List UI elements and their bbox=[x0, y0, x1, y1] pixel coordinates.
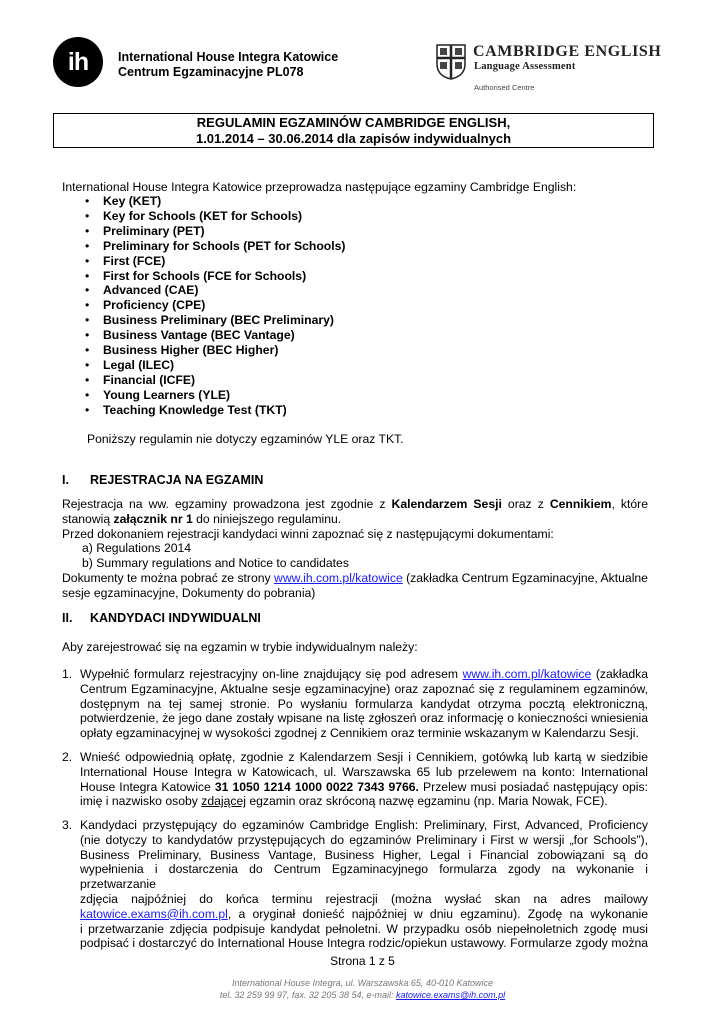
doc-item: b) Summary regulations and Notice to candidates bbox=[82, 556, 349, 571]
download-line-2: sesje egzaminacyjne, Dokumenty do pobrania) bbox=[62, 585, 316, 600]
list-item: • First for Schools (FCE for Schools) bbox=[83, 269, 345, 284]
text-line: Centrum Egzaminacyjne, Aktualne sesje egzaminacyjne) oraz zapoznać się z regulaminem egzaminów, bbox=[80, 681, 648, 696]
section-title: REJESTRACJA NA EGZAMIN bbox=[90, 473, 264, 487]
text: , a oryginał donieść najpóźniej w dniu egzaminu). Zgodę na wykonanie bbox=[227, 906, 648, 921]
text-line: Business Preliminary, Business Vantage, Business Higher, Legal i Financial zobowiązani są do bbox=[80, 847, 648, 862]
text-line bbox=[80, 794, 648, 809]
download-line bbox=[62, 571, 648, 586]
exam-list bbox=[83, 194, 345, 418]
list-item: • Teaching Knowledge Test (TKT) bbox=[83, 403, 345, 418]
footer-email-link[interactable]: katowice.exams@ih.com.pl bbox=[395, 990, 506, 1000]
title-line-1: REGULAMIN EGZAMINÓW CAMBRIDGE ENGLISH, bbox=[196, 115, 511, 130]
org-name: International House Integra Katowice bbox=[118, 50, 339, 64]
text: Przelew musi posiadać następujący opis: bbox=[418, 779, 648, 794]
title-line-2: 1.01.2014 – 30.06.2014 dla zapisów indywidualnych bbox=[195, 131, 512, 146]
text: Dokumenty te można pobrać ze strony bbox=[62, 570, 275, 585]
list-item: • Business Preliminary (BEC Preliminary) bbox=[83, 313, 345, 328]
attachment-line bbox=[62, 512, 648, 527]
list-item: • Preliminary (PET) bbox=[83, 224, 345, 239]
address-line: International House Integra, ul. Warszawska 65, 40-010 Katowice bbox=[232, 978, 493, 988]
item-number: 3. bbox=[62, 818, 73, 832]
contact-line bbox=[0, 989, 725, 1001]
bank-account-number: 31 1050 1214 1000 0022 7343 9766. bbox=[214, 779, 419, 794]
attachment-ref: załącznik nr 1 bbox=[113, 511, 193, 526]
item-number: 1. bbox=[62, 667, 73, 681]
list-item: • Proficiency (CPE) bbox=[83, 298, 345, 313]
list-item: • Key for Schools (KET for Schools) bbox=[83, 209, 345, 224]
text: Wypełnić formularz rejestracyjny on-line znajdujący się pod adresem bbox=[80, 667, 463, 681]
text-line: dostępnym na tej samej stronie. Po wysłaniu formularza kandydat otrzyma pocztą elektroniczną, bbox=[80, 696, 648, 711]
text: imię i nazwisko osoby bbox=[80, 794, 202, 809]
text: (zakładka Centrum Egzaminacyjne, Aktualne bbox=[402, 570, 648, 585]
page-number: Strona 1 z 5 bbox=[330, 954, 395, 968]
text: House Integra Katowice bbox=[80, 779, 215, 794]
list-item: • Advanced (CAE) bbox=[83, 283, 345, 298]
text-line: podpisać i dostarczyć do International House Integra rodzic/opiekun ustawowy. Formularze zgody można bbox=[80, 936, 648, 951]
exam-centre-name: Centrum Egzaminacyjne PL078 bbox=[118, 65, 304, 79]
website-link[interactable]: www.ih.com.pl/katowice bbox=[274, 570, 403, 585]
price-list-ref: Cennikiem bbox=[549, 497, 612, 511]
ih-logo: ih bbox=[53, 37, 103, 87]
section-title: KANDYDACI INDYWIDUALNI bbox=[90, 611, 261, 625]
list-item: • Business Vantage (BEC Vantage) bbox=[83, 328, 345, 343]
text: stanowią bbox=[62, 511, 114, 526]
footer-address bbox=[0, 977, 725, 1001]
intro-text: International House Integra Katowice przeprowadza następujące egzaminy Cambridge English: bbox=[62, 180, 577, 194]
text-line: International House Integra w Katowicach, ul. Warszawska 65 lub przelewem na konto: International bbox=[80, 764, 648, 779]
list-item: • First (FCE) bbox=[83, 254, 345, 269]
section-number: I. bbox=[62, 473, 69, 487]
text: egzamin oraz skróconą nazwę egzaminu (np. Maria Nowak, FCE). bbox=[245, 794, 608, 809]
text-line: Kandydaci przystępujący do egzaminów Cambridge English: Preliminary, First, Advanced, Proficiency bbox=[80, 818, 648, 832]
section-2-heading bbox=[62, 611, 261, 625]
language-assessment-subtitle: Language Assessment bbox=[474, 61, 576, 72]
section-2-lead: Aby zarejestrować się na egzamin w trybie indywidualnym należy: bbox=[62, 640, 418, 654]
text-line bbox=[80, 667, 648, 682]
document-title bbox=[53, 113, 654, 148]
list-item: • Preliminary for Schools (PET for Schools) bbox=[83, 239, 345, 254]
text: , które bbox=[611, 497, 648, 511]
item-number: 2. bbox=[62, 750, 73, 764]
exclusion-note: Poniższy regulamin nie dotyczy egzaminów YLE oraz TKT. bbox=[87, 432, 404, 446]
text-line bbox=[80, 907, 648, 922]
email-link[interactable]: katowice.exams@ih.com.pl bbox=[80, 906, 228, 921]
section-1-heading bbox=[62, 473, 263, 487]
list-item: • Business Higher (BEC Higher) bbox=[83, 343, 345, 358]
text-line bbox=[80, 780, 648, 795]
registration-paragraph bbox=[62, 497, 648, 512]
text-line: zdjęcia najpóźniej do końca terminu rejestracji (można wysłać skan na adres mailowy bbox=[80, 891, 648, 906]
session-calendar-ref: Kalendarzem Sesji bbox=[391, 497, 502, 511]
list-item: • Young Learners (YLE) bbox=[83, 388, 345, 403]
doc-item: a) Regulations 2014 bbox=[82, 541, 192, 556]
section-number: II. bbox=[62, 611, 73, 625]
cambridge-crest-icon bbox=[436, 44, 466, 80]
text-line: i przetwarzanie zdjęcia podpisuje kandydat pełnoletni. W przypadku osób niepełnoletnich zgodę musi bbox=[80, 921, 648, 936]
text: do niniejszego regulaminu. bbox=[192, 511, 342, 526]
text: Rejestracja na ww. egzaminy prowadzona jest zgodnie z bbox=[62, 497, 392, 511]
website-link[interactable]: www.ih.com.pl/katowice bbox=[462, 667, 592, 681]
underlined-word: zdającej bbox=[201, 794, 246, 809]
text-line: Wnieść odpowiednią opłatę, zgodnie z Kalendarzem Sesji i Cennikiem, gotówką lub kartą w siedzibie bbox=[80, 750, 648, 764]
list-item: • Key (KET) bbox=[83, 194, 345, 209]
text-line: (nie dotyczy to kandydatów przystępujących do egzaminów Preliminary i First w wersji „for Schools”), bbox=[80, 832, 648, 847]
text: oraz z bbox=[501, 497, 550, 511]
authorised-centre-label: Authorised Centre bbox=[474, 83, 535, 92]
documents-intro: Przed dokonaniem rejestracji kandydaci winni zapoznać się z następującymi dokumentami: bbox=[62, 526, 554, 541]
item-1-text bbox=[80, 667, 648, 741]
text: (zakładka bbox=[591, 667, 649, 681]
item-2-text bbox=[80, 750, 648, 809]
list-item: • Legal (ILEC) bbox=[83, 358, 345, 373]
cambridge-english-title: CAMBRIDGE ENGLISH bbox=[473, 43, 662, 60]
text-line: potwierdzenie, że jego dane zostały wpisane na listę zgłoszeń oraz informację o konieczności wniesienia bbox=[80, 711, 648, 726]
text: tel. 32 259 99 97, fax. 32 205 38 54, e-mail: bbox=[219, 990, 396, 1000]
text-line: opłaty egzaminacyjnej w wysokości zgodnej z Cennikiem oraz terminie wskazanym w Kalendarzu Sesji. bbox=[80, 726, 639, 741]
org-header bbox=[118, 50, 338, 80]
list-item: • Financial (ICFE) bbox=[83, 373, 345, 388]
item-3-text bbox=[80, 818, 648, 951]
text-line: wypełnienia i dostarczenia do Centrum Egzaminacyjnego formularza zgody na wykonanie i przetwarzanie bbox=[80, 862, 648, 892]
section-1-body bbox=[62, 497, 648, 601]
